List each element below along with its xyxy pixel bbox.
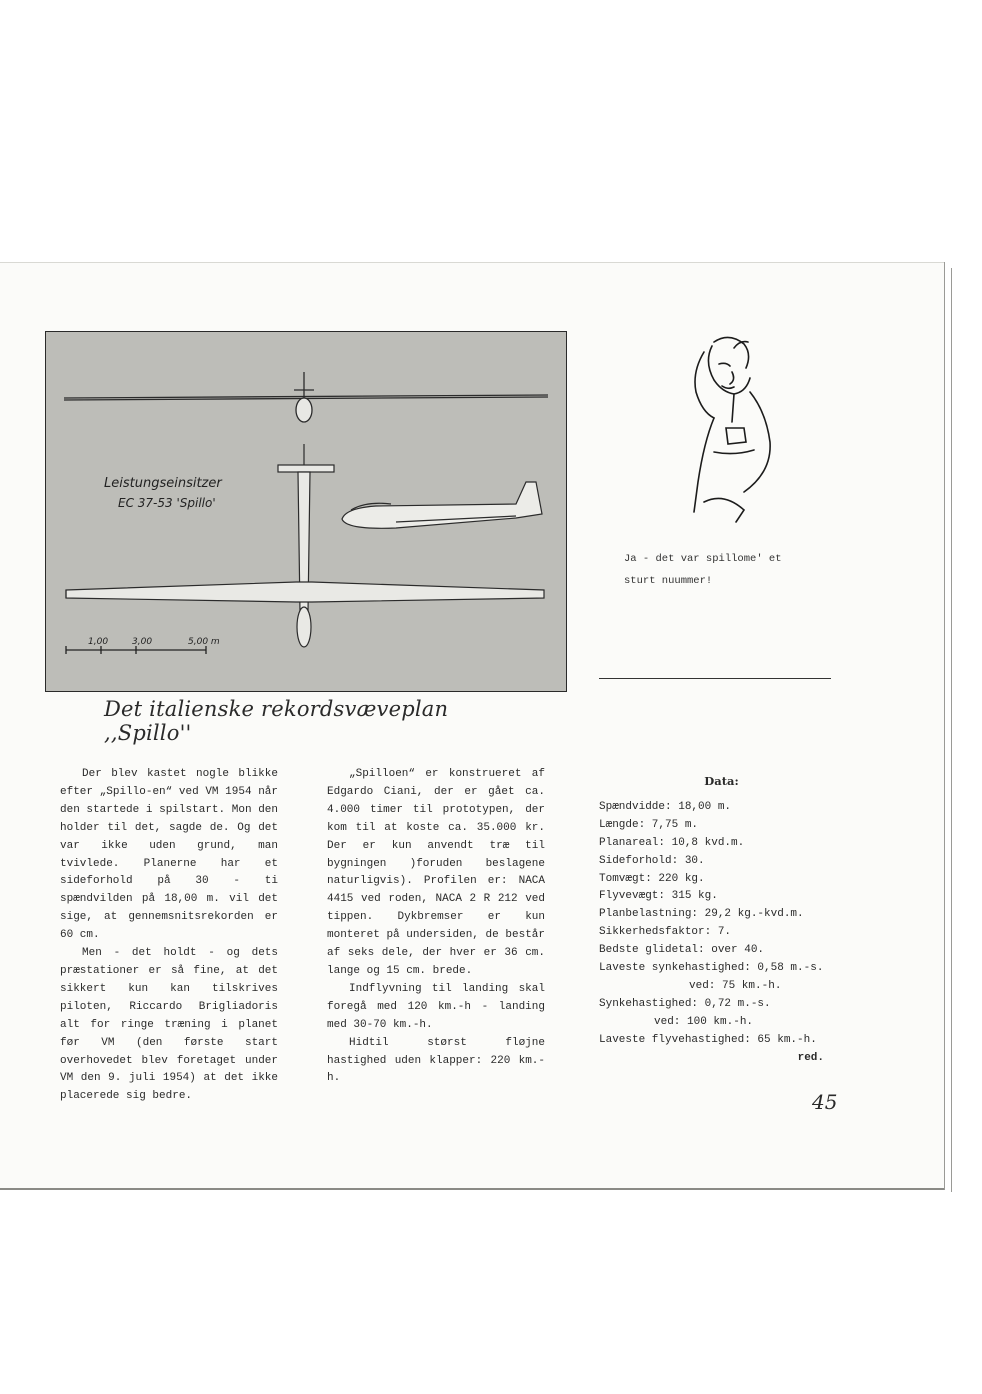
data-row: Spændvidde: 18,00 m.	[599, 800, 732, 813]
glider-photo	[45, 331, 567, 692]
cartoon-caption-line: Ja - det var spillome' et	[624, 553, 782, 565]
data-row: Sideforhold: 30.	[599, 854, 705, 867]
page-edge	[944, 262, 945, 1190]
data-row: Planbelastning: 29,2 kg.-kvd.m.	[599, 908, 804, 921]
figure-label: Leistungseinsitzer	[104, 476, 222, 491]
page-edge	[951, 268, 952, 1192]
paragraph: Indflyvning til landing skal foregå med 120 km.-h - landing med 30-70 km.-h.	[327, 982, 545, 1031]
figure-caption: Det italienske rekordsvæveplan ,,Spillo''	[104, 697, 449, 745]
data-row: Længde: 7,75 m.	[599, 818, 699, 831]
divider-line	[599, 678, 831, 679]
data-row: Flyvevægt: 315 kg.	[599, 890, 718, 903]
signature: red.	[797, 1051, 824, 1064]
data-row: Planareal: 10,8 kvd.m.	[599, 836, 745, 849]
scale-label: 5,00 m	[188, 637, 220, 647]
data-row: ved: 100 km.-h.	[654, 1015, 754, 1028]
scale-label: 3,00	[132, 637, 153, 647]
data-row: Laveste synkehastighed: 0,58 m.-s.	[599, 962, 824, 975]
data-row: ved: 75 km.-h.	[689, 979, 782, 992]
data-row: Laveste flyvehastighed: 65 km.-h.	[599, 1033, 817, 1046]
figure-label: EC 37-53 'Spillo'	[118, 496, 216, 510]
data-row: Sikkerhedsfaktor: 7.	[599, 926, 732, 939]
cartoon-caption-line: sturt nuummer!	[624, 575, 713, 587]
cartoon-caption	[624, 548, 824, 592]
data-row: Tomvægt: 220 kg.	[599, 872, 705, 885]
data-row: Bedste glidetal: over 40.	[599, 944, 765, 957]
article-column-1	[60, 766, 278, 1106]
paragraph: Der blev kastet nogle blikke efter „Spillo-en“ ved VM 1954 når den startede i spilstart. Mon den holder til det, sagde de. Og det var ikke uden grund, man tvivlede. Planerne har et sideforhold på 30 - ti spændvilden på 18,00 m. vil det sige, at gennemsnitsrekorden er 60 cm.	[60, 768, 278, 942]
data-row: Synkehastighed: 0,72 m.-s.	[599, 997, 771, 1010]
cartoon-man-illustration	[674, 332, 784, 532]
page-number: 45	[812, 1090, 838, 1114]
paragraph: Men - det holdt - og dets præstationer er så fine, at det sikkert kun kan tilskrives piloten, Riccardo Brigliadoris alt for ringe træning i planet før VM (den første start overhovedet blev foretaget under VM den 9. juli 1954) at det ikke placerede sig bedre.	[60, 947, 278, 1103]
paragraph: „Spilloen“ er konstrueret af Edgardo Ciani, der er gået ca. 4.000 timer til prototypen, der kom til at koste ca. 35.000 kr. Der er kun anvendt træ til bygningen )foruden beslagene naturligvis). Profilen er: NACA 4415 ved roden, NACA 2 R 212 ved tippen. Dykbremser er kun monteret på undersiden, de består af seks dele, der hver er 36 cm. lange og 15 cm. brede.	[327, 768, 545, 977]
article-column-2	[327, 766, 545, 1088]
scale-label: 1,00	[88, 637, 109, 647]
paragraph: Hidtil størst fløjne hastighed uden klapper: 220 km.-h.	[327, 1036, 545, 1085]
data-title: Data:	[704, 774, 739, 788]
data-box	[599, 773, 844, 1068]
